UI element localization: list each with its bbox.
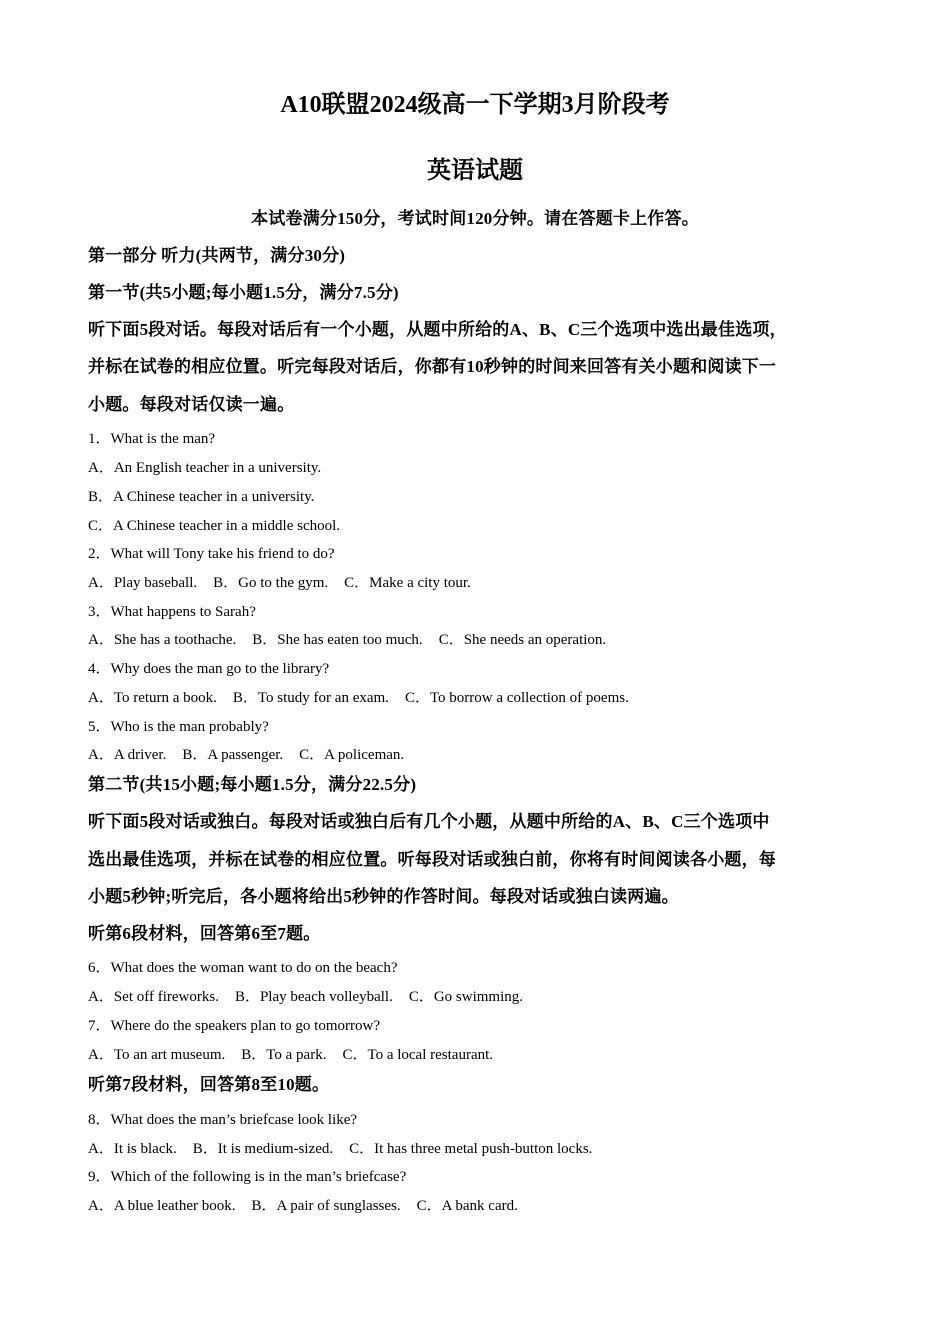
- option-a: A．A blue leather book.: [88, 1198, 236, 1214]
- options-row: [88, 571, 471, 592]
- options-row: [88, 985, 523, 1006]
- material-7-heading: 听第7段材料，回答第8至10题。: [88, 1075, 330, 1094]
- options-row: [88, 686, 629, 707]
- option-c: C．To borrow a collection of poems.: [404, 690, 629, 706]
- option-a: A．Set off fireworks.: [88, 989, 219, 1005]
- options-row: [88, 1137, 592, 1158]
- option-c: C．Make a city tour.: [344, 575, 471, 591]
- section2-heading: 第二节(共15小题;每小题1.5分，满分22.5分): [88, 775, 417, 794]
- option-a: A．It is black.: [88, 1141, 177, 1157]
- option-c: C．A Chinese teacher in a middle school.: [88, 518, 341, 534]
- option-c: C．To a local restaurant.: [342, 1047, 494, 1063]
- option-b: B．A Chinese teacher in a university.: [88, 489, 315, 505]
- option-b: B．She has eaten too much.: [252, 632, 423, 648]
- question-stem: 9．Which of the following is in the man’s briefcase?: [88, 1169, 407, 1185]
- exam-note: 本试卷满分150分，考试时间120分钟。请在答题卡上作答。: [251, 209, 699, 228]
- option-b: B．To study for an exam.: [232, 690, 389, 706]
- exam-subtitle: 英语试题: [427, 158, 523, 184]
- section1-heading: 第一节(共5小题;每小题1.5分，满分7.5分): [88, 283, 399, 302]
- question-stem: 4．Why does the man go to the library?: [88, 661, 330, 677]
- option-b: B．Go to the gym.: [213, 575, 329, 591]
- option-b: B．It is medium-sized.: [192, 1141, 334, 1157]
- exam-title: A10联盟2024级高一下学期3月阶段考: [280, 92, 670, 118]
- section1-instruction-line: 小题。每段对话仅读一遍。: [88, 395, 295, 414]
- option-a: A．Play baseball.: [88, 575, 198, 591]
- option-b: B．A passenger.: [182, 747, 284, 763]
- section2-instruction-line: 听下面5段对话或独白。每段对话或独白后有几个小题，从题中所给的A、B、C三个选项中: [88, 812, 770, 831]
- option-b: B．To a park.: [241, 1047, 327, 1063]
- section1-instruction-line: 并标在试卷的相应位置。听完每段对话后，你都有10秒钟的时间来回答有关小题和阅读下一: [88, 357, 777, 376]
- question-stem: 1．What is the man?: [88, 431, 216, 447]
- option-a: A．To return a book.: [88, 690, 217, 706]
- options-row: [88, 628, 606, 649]
- option-a: A．To an art museum.: [88, 1047, 226, 1063]
- options-row: [88, 1043, 493, 1064]
- question-stem: 3．What happens to Sarah?: [88, 604, 256, 620]
- options-row: [88, 1194, 518, 1215]
- question-stem: 7．Where do the speakers plan to go tomorrow?: [88, 1018, 380, 1034]
- option-a: A．A driver.: [88, 747, 167, 763]
- option-b: B．Play beach volleyball.: [234, 989, 393, 1005]
- question-stem: 2．What will Tony take his friend to do?: [88, 546, 335, 562]
- option-a: A．She has a toothache.: [88, 632, 237, 648]
- section1-instruction-line: 听下面5段对话。每段对话后有一个小题，从题中所给的A、B、C三个选项中选出最佳选项，: [88, 320, 787, 339]
- question-stem: 5．Who is the man probably?: [88, 719, 269, 735]
- question-stem: 8．What does the man’s briefcase look like?: [88, 1112, 358, 1128]
- option-c: C．She needs an operation.: [438, 632, 607, 648]
- option-c: C．A bank card.: [416, 1198, 518, 1214]
- options-row: [88, 743, 404, 764]
- material-6-heading: 听第6段材料，回答第6至7题。: [88, 924, 321, 943]
- section2-instruction-line: 小题5秒钟;听完后，各小题将给出5秒钟的作答时间。每段对话或独白读两遍。: [88, 887, 679, 906]
- section2-instruction-line: 选出最佳选项，并标在试卷的相应位置。听每段对话或独白前，你将有时间阅读各小题，每: [88, 850, 776, 869]
- option-c: C．A policeman.: [299, 747, 405, 763]
- option-c: C．Go swimming.: [408, 989, 524, 1005]
- question-stem: 6．What does the woman want to do on the beach?: [88, 960, 398, 976]
- option-b: B．A pair of sunglasses.: [251, 1198, 401, 1214]
- option-a: A．An English teacher in a university.: [88, 460, 322, 476]
- part1-heading: 第一部分 听力(共两节，满分30分): [88, 246, 346, 265]
- option-c: C．It has three metal push-button locks.: [349, 1141, 593, 1157]
